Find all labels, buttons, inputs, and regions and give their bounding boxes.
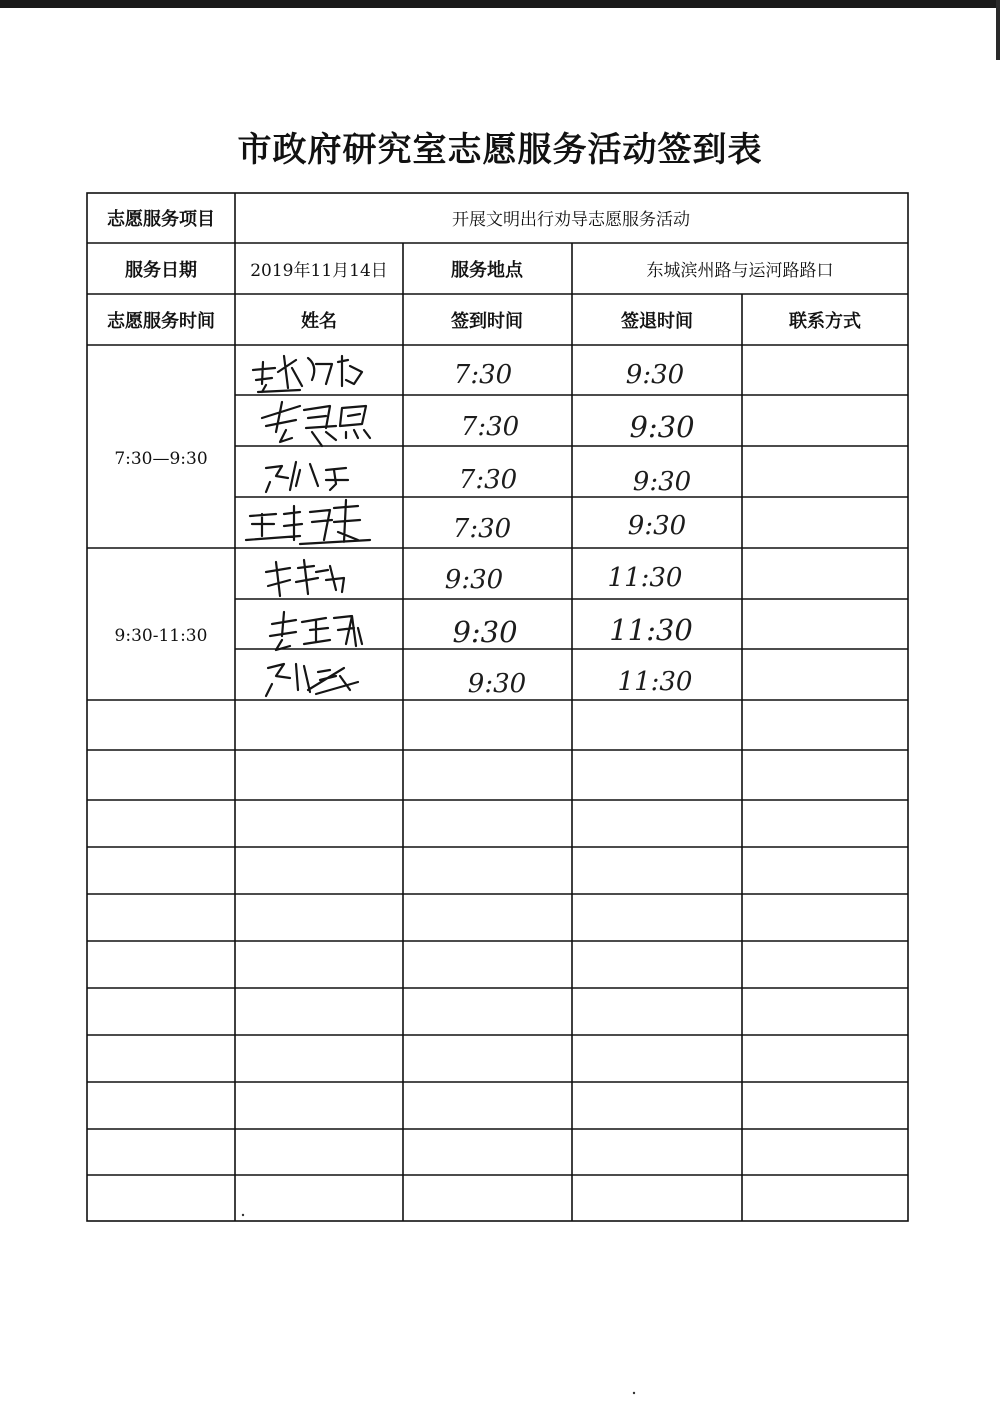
time-slot-2: 9:30-11:30 [114,626,208,646]
sign-in-time: 9:30 [467,669,527,699]
sign-out-time: 11:30 [607,563,683,593]
time-slot-1: 7:30—9:30 [114,449,208,469]
project-value: 开展文明出行劝导志愿服务活动 [452,210,690,230]
signature [262,402,370,446]
sign-out-time: 11:30 [609,613,693,647]
location-value: 东城滨州路与运河路路口 [646,261,834,281]
sign-in-time: 7:30 [453,360,513,390]
sign-out-time: 9:30 [625,360,685,390]
sign-out-time: 9:30 [627,511,687,541]
signature [266,560,344,596]
header-name: 姓名 [301,311,337,332]
table-border [87,193,908,1221]
date-label: 服务日期 [125,260,197,281]
sign-in-time: 9:30 [444,565,504,595]
sign-out-time: 9:30 [629,410,695,444]
sign-in-time: 9:30 [452,615,518,649]
header-time-slot: 志愿服务时间 [107,311,215,332]
page-title: 市政府研究室志愿服务活动签到表 [237,130,763,170]
header-sign-out: 签退时间 [621,311,693,332]
header-sign-in: 签到时间 [451,311,523,332]
location-label: 服务地点 [451,260,523,281]
scan-speck [633,1392,635,1394]
sign-in-time: 7:30 [460,412,520,442]
sign-out-time: 9:30 [632,467,692,497]
signature [266,462,348,492]
date-value: 2019年11月14日 [250,261,388,281]
signature [246,500,370,544]
sign-in-time: 7:30 [452,514,512,544]
signature [266,664,358,696]
table-vertical-lines [235,193,742,1221]
signature [253,356,362,392]
scan-speck [242,1214,244,1216]
header-contact: 联系方式 [789,311,861,332]
sign-out-time: 11:30 [617,667,693,697]
signature [270,612,362,650]
sign-in-time: 7:30 [458,465,518,495]
project-label: 志愿服务项目 [107,209,215,230]
